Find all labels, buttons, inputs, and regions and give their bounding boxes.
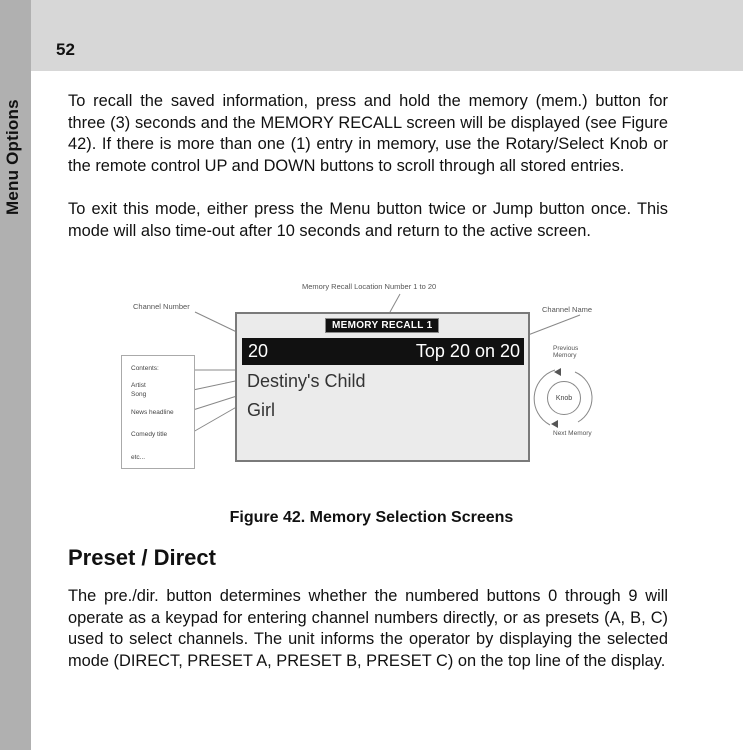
- memory-recall-badge: MEMORY RECALL 1: [325, 318, 439, 333]
- paragraph-exit: To exit this mode, either press the Menu button twice or Jump button once. This mode will also time-out after 10 seconds and return to the active screen.: [68, 200, 668, 240]
- lcd-highlight-bar: [242, 338, 524, 365]
- contents-artist: Artist: [131, 382, 146, 389]
- paragraph-recall: To recall the saved information, press and hold the memory (mem.) button for three (3) seconds and the MEMORY RECALL screen will be displayed (see Figure 42). If there is more than one (1) entry in memory, use the Rotary/Select Knob or the remote control UP and DOWN buttons to scroll through all stored entries.: [68, 92, 668, 175]
- annotation-channel-name: Channel Name: [542, 305, 593, 314]
- contents-news: News headline: [131, 409, 174, 416]
- lcd-song: Girl: [247, 400, 275, 420]
- paragraph-preset: The pre./dir. button determines whether the numbered buttons 0 through 9 will operate as a keypad for entering channel numbers directly, or as presets (A, B, C) used to select channels. The unit informs the operator by displaying the selected mode (DIRECT, PRESET A, PRESET B, PRESET C) on the top line of the display.: [68, 587, 668, 670]
- section-heading: Preset / Direct: [68, 545, 216, 570]
- rotary-knob-icon: [547, 381, 581, 415]
- annotation-previous-memory: Previous Memory: [553, 345, 579, 359]
- contents-title: Contents:: [131, 365, 159, 372]
- contents-song: Song: [131, 391, 147, 398]
- annotation-channel-number: Channel Number: [133, 302, 190, 311]
- contents-box: [121, 355, 195, 469]
- sidebar-section-label: Menu Options: [3, 99, 22, 215]
- annotation-next-memory: Next Memory: [553, 430, 592, 437]
- lcd-screen: [235, 312, 530, 462]
- figure-caption: Figure 42. Memory Selection Screens: [229, 509, 514, 526]
- lcd-channel-number: 20: [248, 341, 269, 361]
- knob-label: Knob: [555, 394, 573, 402]
- contents-etc: etc...: [131, 454, 146, 461]
- lcd-artist: Destiny's Child: [247, 371, 366, 391]
- page-number: 52: [56, 40, 75, 59]
- annotation-memory-location: Memory Recall Location Number 1 to 20: [302, 282, 437, 291]
- lcd-channel-name: Top 20 on 20: [415, 341, 520, 361]
- contents-comedy: Comedy title: [131, 431, 168, 438]
